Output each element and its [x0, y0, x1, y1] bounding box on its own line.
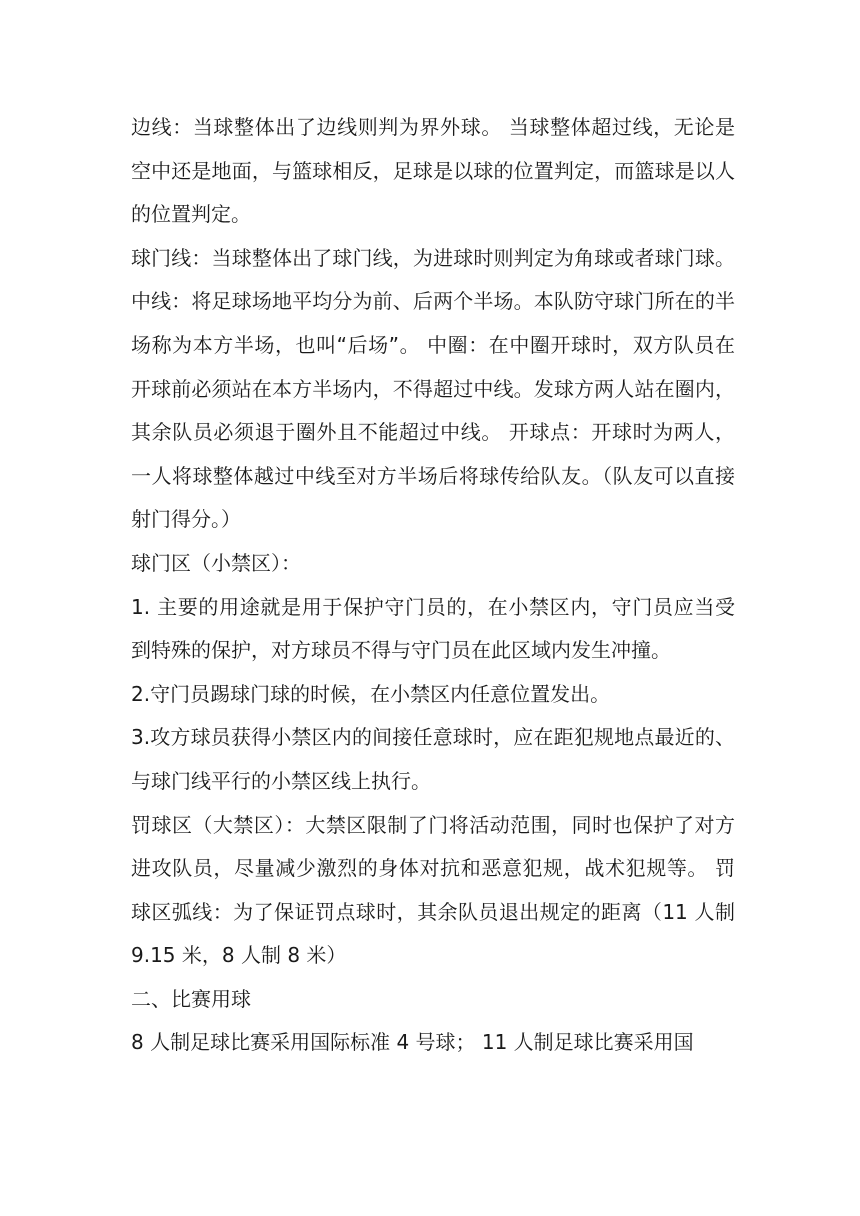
list-item-goal-area-3: 3.攻方球员获得小禁区内的间接任意球时，应在距犯规地点最近的、与球门线平行的小禁区线上执行。: [131, 725, 735, 793]
paragraph-ball-size: 8 人制足球比赛采用国际标准 4 号球； 11 人制足球比赛采用国: [131, 1030, 694, 1055]
section-heading-match-ball: 二、比赛用球: [131, 986, 251, 1011]
list-item-goal-area-1: 1. 主要的用途就是用于保护守门员的，在小禁区内，守门员应当受到特殊的保护，对方球员不得与守门员在此区域内发生冲撞。: [131, 594, 735, 663]
paragraph-sideline: 边线：当球整体出了边线则判为界外球。 当球整体超过线，无论是空中还是地面，与篮球相反，足球是以球的位置判定，而篮球是以人的位置判定。: [131, 115, 735, 227]
heading-goal-area: 球门区（小禁区）：: [131, 550, 301, 575]
paragraph-penalty-area: 罚球区（大禁区）：大禁区限制了门将活动范围，同时也保护了对方进攻队员，尽量减少激烈的身体对抗和恶意犯规，战术犯规等。 罚球区弧线：为了保证罚点球时，其余队员退出规定的距离（11 人制 9.15 米，8 人制 8 米）: [131, 812, 735, 968]
document-body: [131, 106, 735, 1065]
list-item-goal-area-2: 2.守门员踢球门球的时候，在小禁区内任意位置发出。: [131, 681, 611, 706]
paragraph-goal-line: 球门线：当球整体出了球门线，为进球时则判定为角球或者球门球。 中线：将足球场地平均分为前、后两个半场。本队防守球门所在的半场称为本方半场，也叫“后场”。 中圈：在中圈开球时，双方队员在开球前必须站在本方半场内，不得超过中线。发球方两人站在圈内，其余队员必须退于圈外且不能超过中线。 开球点：开球时为两人，一人将球整体越过中线至对方半场后将球传给队友。（队友可以直接射门得分。）: [131, 245, 735, 532]
